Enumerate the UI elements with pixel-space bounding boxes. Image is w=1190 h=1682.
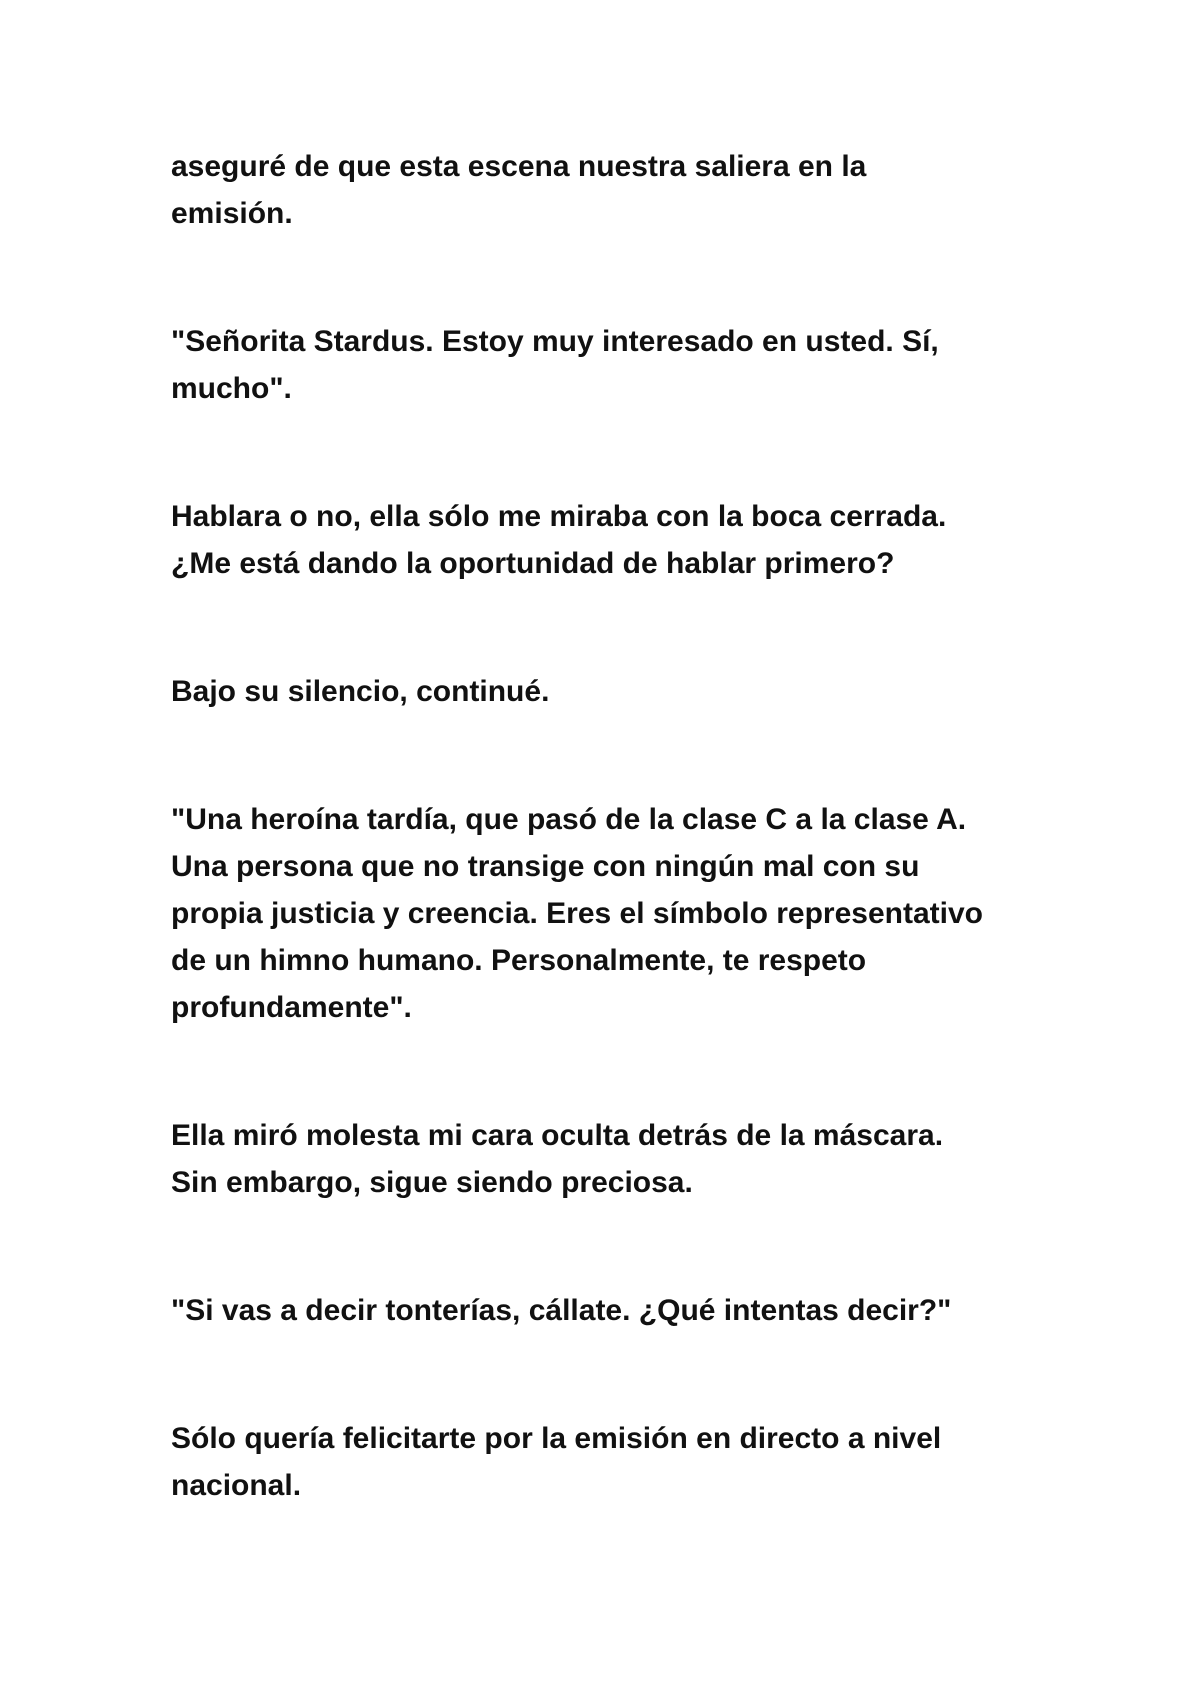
text-line: Bajo su silencio, continué. bbox=[171, 675, 550, 708]
paragraph bbox=[171, 1415, 1051, 1509]
text-line: "Señorita Stardus. Estoy muy interesado en usted. Sí, bbox=[171, 325, 939, 358]
paragraph bbox=[171, 318, 1051, 412]
text-line: "Si vas a decir tonterías, cállate. ¿Qué intentas decir?" bbox=[171, 1294, 952, 1327]
paragraph bbox=[171, 1287, 1051, 1334]
text-line: ¿Me está dando la oportunidad de hablar primero? bbox=[171, 547, 895, 580]
paragraph bbox=[171, 668, 1051, 715]
paragraph bbox=[171, 1112, 1051, 1206]
text-line: mucho". bbox=[171, 372, 292, 405]
text-line: de un himno humano. Personalmente, te respeto bbox=[171, 944, 867, 977]
text-line: propia justicia y creencia. Eres el símbolo representativo bbox=[171, 897, 983, 930]
text-line: "Una heroína tardía, que pasó de la clase C a la clase A. bbox=[171, 803, 967, 836]
text-line: Hablara o no, ella sólo me miraba con la boca cerrada. bbox=[171, 500, 947, 533]
paragraph bbox=[171, 796, 1051, 1031]
text-line: Sin embargo, sigue siendo preciosa. bbox=[171, 1166, 693, 1199]
text-line: emisión. bbox=[171, 197, 293, 230]
text-line: Ella miró molesta mi cara oculta detrás de la máscara. bbox=[171, 1119, 944, 1152]
text-line: Sólo quería felicitarte por la emisión en directo a nivel bbox=[171, 1422, 942, 1455]
text-line: aseguré de que esta escena nuestra saliera en la bbox=[171, 150, 867, 183]
text-line: Una persona que no transige con ningún mal con su bbox=[171, 850, 920, 883]
text-line: nacional. bbox=[171, 1469, 302, 1502]
paragraph bbox=[171, 143, 1051, 237]
paragraph bbox=[171, 493, 1051, 587]
text-line: profundamente". bbox=[171, 991, 412, 1024]
